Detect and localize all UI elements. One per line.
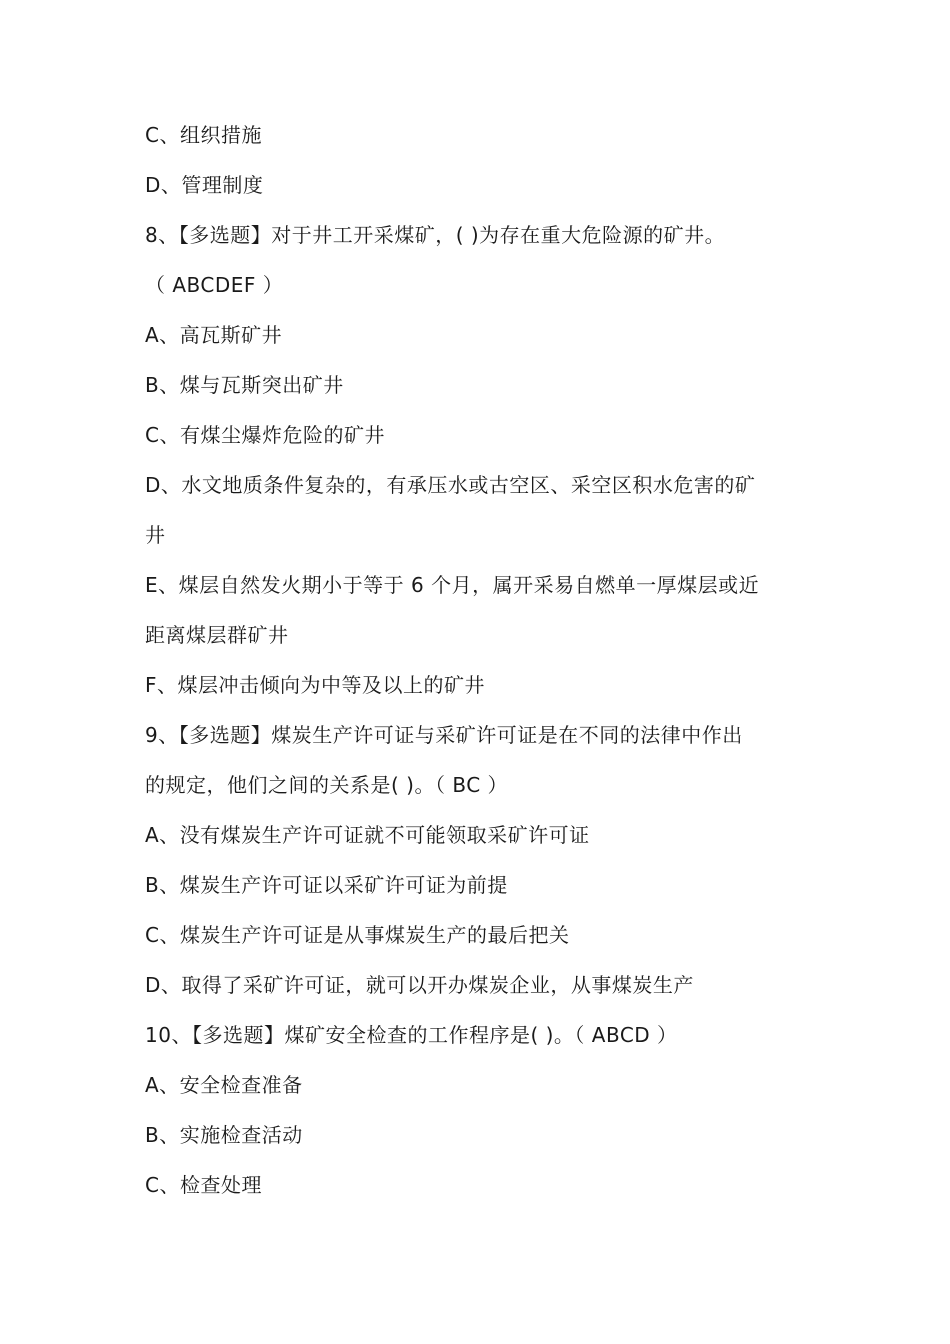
option-c-q10: C、检查处理 bbox=[145, 1173, 262, 1197]
option-c-q9: C、煤炭生产许可证是从事煤炭生产的最后把关 bbox=[145, 923, 570, 947]
option-c-q8: C、有煤尘爆炸危险的矿井 bbox=[145, 423, 385, 447]
option-b-q9: B、煤炭生产许可证以采矿许可证为前提 bbox=[145, 873, 508, 897]
question-8-answer: （ ABCDEF ） bbox=[145, 273, 284, 297]
option-e-q8: E、煤层自然发火期小于等于 6 个月，属开采易自燃单一厚煤层或近 bbox=[145, 573, 760, 597]
option-b-q8: B、煤与瓦斯突出矿井 bbox=[145, 373, 344, 397]
option-f-q8: F、煤层冲击倾向为中等及以上的矿井 bbox=[145, 673, 486, 697]
option-d-q7: D、管理制度 bbox=[145, 173, 264, 197]
question-9-text-cont: 的规定，他们之间的关系是( )。（ BC ） bbox=[145, 773, 509, 797]
question-8-text: 8、【多选题】对于井工开采煤矿，( )为存在重大危险源的矿井。 bbox=[145, 223, 726, 247]
option-d-q8-cont: 井 bbox=[145, 523, 166, 547]
option-e-q8-cont: 距离煤层群矿井 bbox=[145, 623, 289, 647]
question-10-text: 10、【多选题】煤矿安全检查的工作程序是( )。（ ABCD ） bbox=[145, 1023, 678, 1047]
option-b-q10: B、实施检查活动 bbox=[145, 1123, 303, 1147]
option-c-q7: C、组织措施 bbox=[145, 123, 262, 147]
option-a-q8: A、高瓦斯矿井 bbox=[145, 323, 283, 347]
option-a-q9: A、没有煤炭生产许可证就不可能领取采矿许可证 bbox=[145, 823, 590, 847]
option-a-q10: A、安全检查准备 bbox=[145, 1073, 303, 1097]
question-9-text: 9、【多选题】煤炭生产许可证与采矿许可证是在不同的法律中作出 bbox=[145, 723, 743, 747]
option-d-q8: D、水文地质条件复杂的，有承压水或古空区、采空区积水危害的矿 bbox=[145, 473, 756, 497]
option-d-q9: D、取得了采矿许可证，就可以开办煤炭企业，从事煤炭生产 bbox=[145, 973, 694, 997]
